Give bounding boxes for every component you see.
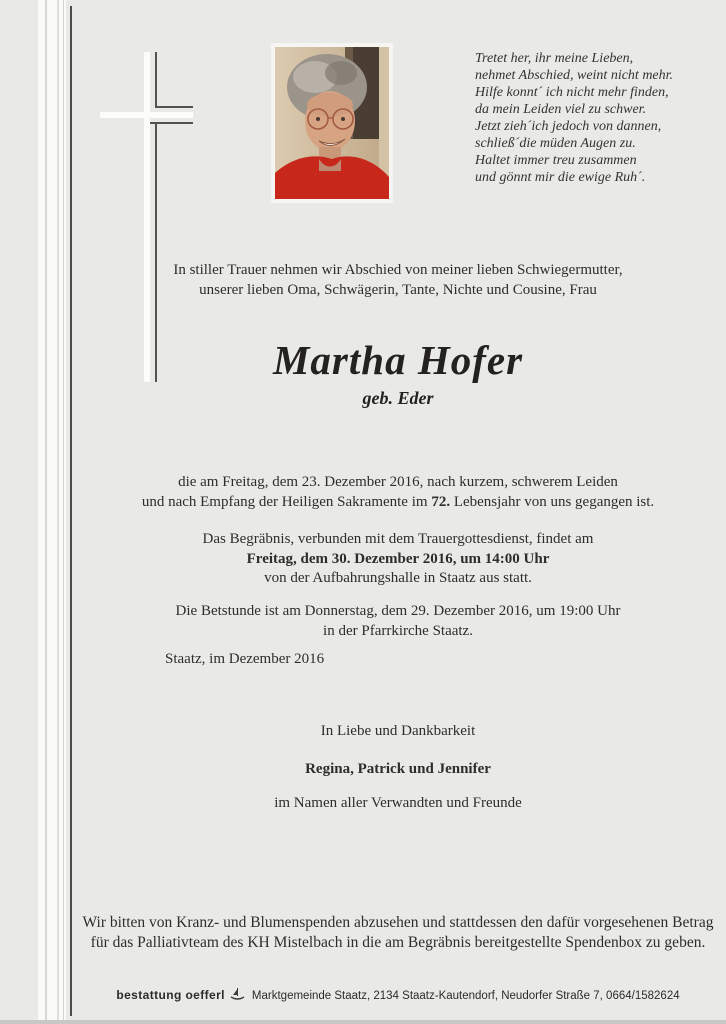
deceased-birth-name: geb. Eder: [362, 388, 434, 408]
scan-edge-line: [63, 0, 64, 1024]
age-value: 72.: [431, 494, 451, 510]
funeral-home-address: Marktgemeinde Staatz, 2134 Staatz-Kautendorf, Neudorfer Straße 7, 0664/1582624: [251, 990, 680, 1002]
funeral-line: von der Aufbahrungshalle in Staatz aus statt.: [264, 570, 532, 586]
death-notice-line: die am Freitag, dem 23. Dezember 2016, nach kurzem, schwerem Leiden: [178, 474, 618, 490]
poem-line: nehmet Abschied, weint nicht mehr.: [475, 68, 674, 83]
poem-line: Haltet immer treu zusammen: [475, 153, 637, 168]
funeral-datetime: Freitag, dem 30. Dezember 2016, um 14:00 Uhr: [246, 550, 550, 567]
prayer-hour-info: [70, 602, 726, 641]
donation-line: Wir bitten von Kranz- und Blumenspenden abzusehen und stattdessen den dafür vorgesehenen Betrag: [82, 914, 714, 931]
poem-line: und gönnt mir die ewige Ruh´.: [475, 170, 646, 185]
scan-edge-line: [45, 0, 47, 1024]
funeral-info: [70, 530, 726, 589]
gratitude-line: In Liebe und Dankbarkeit: [320, 723, 476, 739]
prayer-hour-line: Die Betstunde ist am Donnerstag, dem 29. Dezember 2016, um 19:00 Uhr: [175, 603, 621, 619]
death-notice-line: [70, 492, 726, 512]
place-date: Staatz, im Dezember 2016: [165, 651, 325, 667]
intro-text: [70, 260, 726, 300]
intro-line: In stiller Trauer nehmen wir Abschied von meiner lieben Schwiegermutter,: [173, 262, 623, 278]
funeral-home-name: bestattung oefferl: [116, 988, 225, 1002]
donation-line: für das Palliativteam des KH Mistelbach in die am Begräbnis bereitgestellte Spendenbox zu geben.: [90, 934, 706, 951]
death-notice: [70, 472, 726, 512]
deceased-name: Martha Hofer: [272, 337, 524, 383]
poem-line: Jetzt zieh´ich jedoch von dannen,: [475, 119, 662, 134]
death-notice-text: Lebensjahr von uns gegangen ist.: [450, 494, 655, 510]
poem: [475, 50, 715, 186]
scan-edge-strip: [38, 0, 66, 1024]
intro-line: unserer lieben Oma, Schwägerin, Tante, Nichte und Cousine, Frau: [199, 282, 597, 298]
funeral-line: Das Begräbnis, verbunden mit dem Trauergottesdienst, findet am: [202, 531, 594, 547]
scan-edge-line: [57, 0, 59, 1024]
poem-line: schließ´die müden Augen zu.: [475, 136, 636, 151]
boat-icon: [230, 988, 245, 1004]
poem-line: da mein Leiden viel zu schwer.: [475, 102, 647, 117]
footer: [70, 988, 726, 1004]
scan-edge-bottom: [0, 1020, 726, 1024]
on-behalf-line: im Namen aller Verwandten und Freunde: [274, 795, 522, 811]
poem-line: Tretet her, ihr meine Lieben,: [475, 51, 634, 66]
portrait-photo: [271, 43, 393, 203]
prayer-hour-line: in der Pfarrkirche Staatz.: [323, 622, 473, 639]
donation-request: [70, 913, 726, 953]
death-notice-text: und nach Empfang der Heiligen Sakramente im: [141, 494, 432, 510]
family-names: Regina, Patrick und Jennifer: [305, 761, 491, 777]
poem-line: Hilfe konnt´ ich nicht mehr finden,: [475, 85, 669, 100]
